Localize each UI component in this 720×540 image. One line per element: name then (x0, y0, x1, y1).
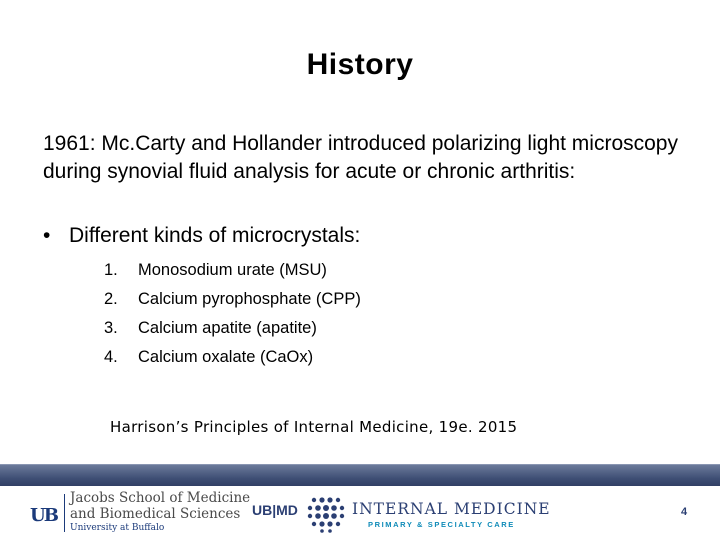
list-text: Monosodium urate (MSU) (138, 261, 327, 279)
list-number: 3. (104, 319, 118, 337)
list-text: Calcium pyrophosphate (CPP) (138, 290, 361, 308)
crystal-list (104, 256, 361, 372)
school-line-2: and Biomedical Sciences (70, 505, 241, 522)
school-name (70, 491, 250, 535)
logo-divider (64, 494, 65, 532)
list-number: 1. (104, 261, 118, 279)
internal-medicine-subtitle: PRIMARY & SPECIALTY CARE (368, 520, 515, 529)
list-text: Calcium oxalate (CaOx) (138, 348, 314, 366)
school-line-3: University at Buffalo (70, 523, 165, 533)
bullet-text: Different kinds of microcrystals: (69, 224, 361, 247)
bullet-item (43, 222, 360, 250)
list-item (104, 256, 361, 285)
list-item (104, 285, 361, 314)
school-line-1: Jacobs School of Medicine (70, 490, 251, 506)
list-item (104, 314, 361, 343)
list-text: Calcium apatite (apatite) (138, 319, 317, 337)
list-number: 2. (104, 290, 118, 308)
list-item (104, 343, 361, 372)
footer-bar (0, 464, 720, 487)
ubmd-logo: UB|MD (252, 502, 298, 518)
citation: Harrison’s Principles of Internal Medicine, 19e. 2015 (110, 418, 518, 436)
ub-logo: UB (30, 505, 57, 526)
bullet-symbol: • (43, 224, 51, 247)
internal-medicine-title: INTERNAL MEDICINE (352, 500, 551, 518)
dots-logo-icon (306, 494, 346, 534)
slide-title: History (306, 48, 414, 81)
page-number: 4 (681, 506, 688, 518)
intro-paragraph: 1961: Mc.Carty and Hollander introduced polarizing light microscopy during synovial fluid analysis for acute or chronic arthritis: (43, 132, 678, 183)
list-number: 4. (104, 348, 118, 366)
